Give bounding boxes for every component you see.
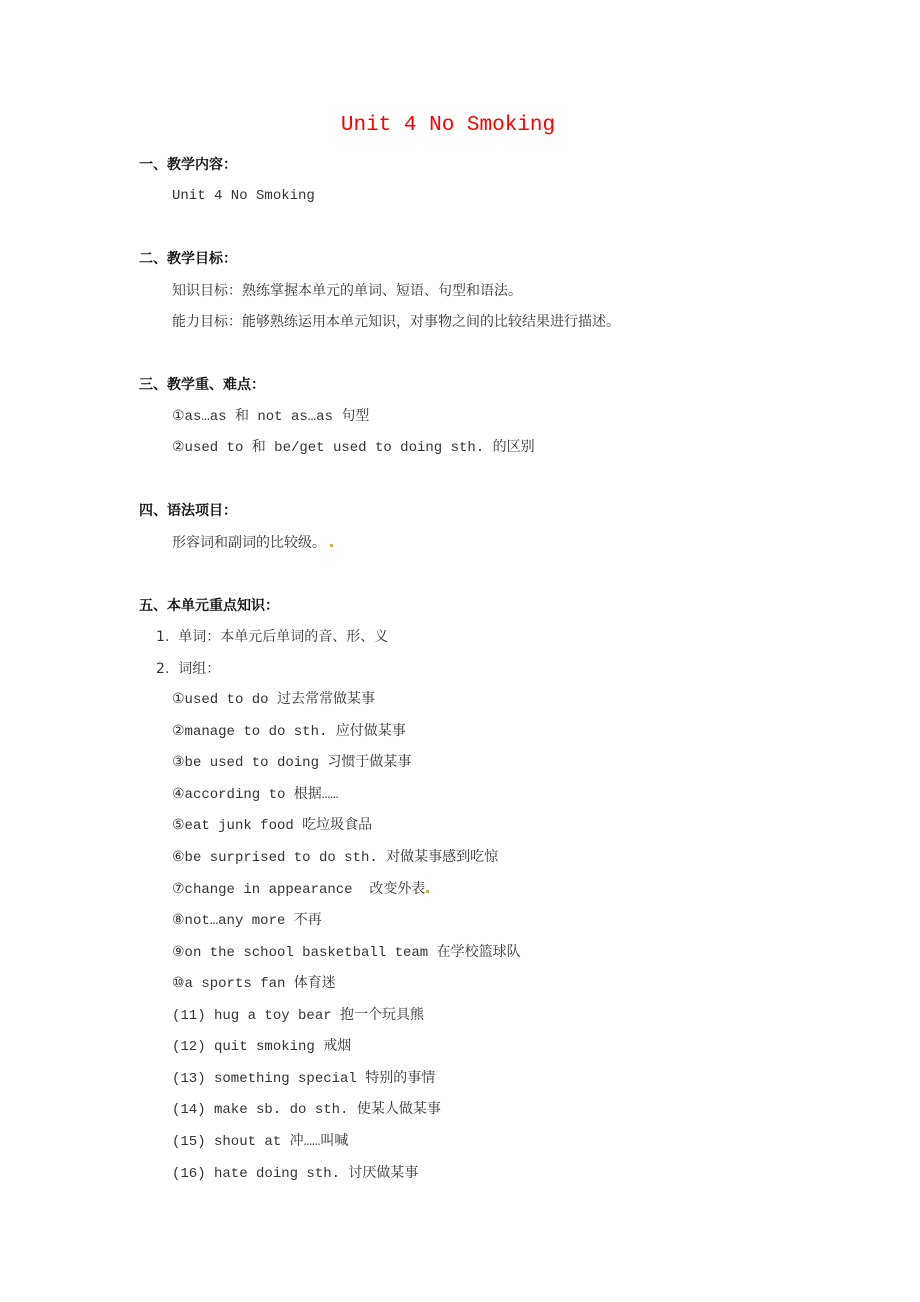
key-point-item: ①as…as 和 not as…as 句型 xyxy=(172,409,370,425)
section-heading-content: 一、教学内容： xyxy=(139,157,237,173)
phrase-item: (13) something special 特别的事情 xyxy=(172,1071,436,1087)
grammar-item xyxy=(172,533,333,553)
phrase-item: ③be used to doing 习惯于做某事 xyxy=(172,755,412,771)
numbered-item-phrases: 2. 词组： xyxy=(156,661,221,677)
phrase-item: (14) make sb. do sth. 使某人做某事 xyxy=(172,1102,441,1118)
phrase-item: ⑨on the school basketball team 在学校篮球队 xyxy=(172,945,521,961)
phrase-item: (11) hug a toy bear 抱一个玩具熊 xyxy=(172,1008,425,1024)
phrase-item: ①used to do 过去常常做某事 xyxy=(172,692,375,708)
phrase-item: ②manage to do sth. 应付做某事 xyxy=(172,724,406,740)
numbered-item-words: 1. 单词：本单元后单词的音、形、义 xyxy=(156,629,389,645)
section-content-line: Unit 4 No Smoking xyxy=(172,188,315,204)
phrase-item: ⑧not…any more 不再 xyxy=(172,913,322,929)
section-heading-objectives: 二、教学目标： xyxy=(139,251,237,267)
phrase-item: ⑥be surprised to do sth. 对做某事感到吃惊 xyxy=(172,850,499,866)
phrase-item: ④according to 根据…… xyxy=(172,787,339,803)
section-heading-key-points: 三、教学重、难点： xyxy=(139,377,265,393)
objective-ability: 能力目标：能够熟练运用本单元知识，对事物之间的比较结果进行描述。 xyxy=(172,314,620,330)
section-heading-grammar: 四、语法项目： xyxy=(139,503,237,519)
phrase-item xyxy=(172,880,429,900)
phrase-item: ⑩a sports fan 体育迷 xyxy=(172,976,336,992)
phrase-item: ⑤eat junk food 吃垃圾食品 xyxy=(172,818,373,834)
phrase-item: (16) hate doing sth. 讨厌做某事 xyxy=(172,1166,419,1182)
grammar-text: 形容词和副词的比较级。 xyxy=(172,535,326,551)
phrase-item: (12) quit smoking 戒烟 xyxy=(172,1039,352,1055)
key-point-item: ②used to 和 be/get used to doing sth. 的区别 xyxy=(172,440,535,456)
edit-marker-dot xyxy=(426,890,429,893)
phrase-item: (15) shout at 冲……叫喊 xyxy=(172,1134,349,1150)
edit-marker-dot xyxy=(330,544,333,547)
document-title: Unit 4 No Smoking xyxy=(340,114,556,137)
section-heading-unit-knowledge: 五、本单元重点知识： xyxy=(139,598,279,614)
objective-knowledge: 知识目标：熟练掌握本单元的单词、短语、句型和语法。 xyxy=(172,283,522,299)
phrase-text: ⑦change in appearance 改变外表 xyxy=(172,882,426,898)
